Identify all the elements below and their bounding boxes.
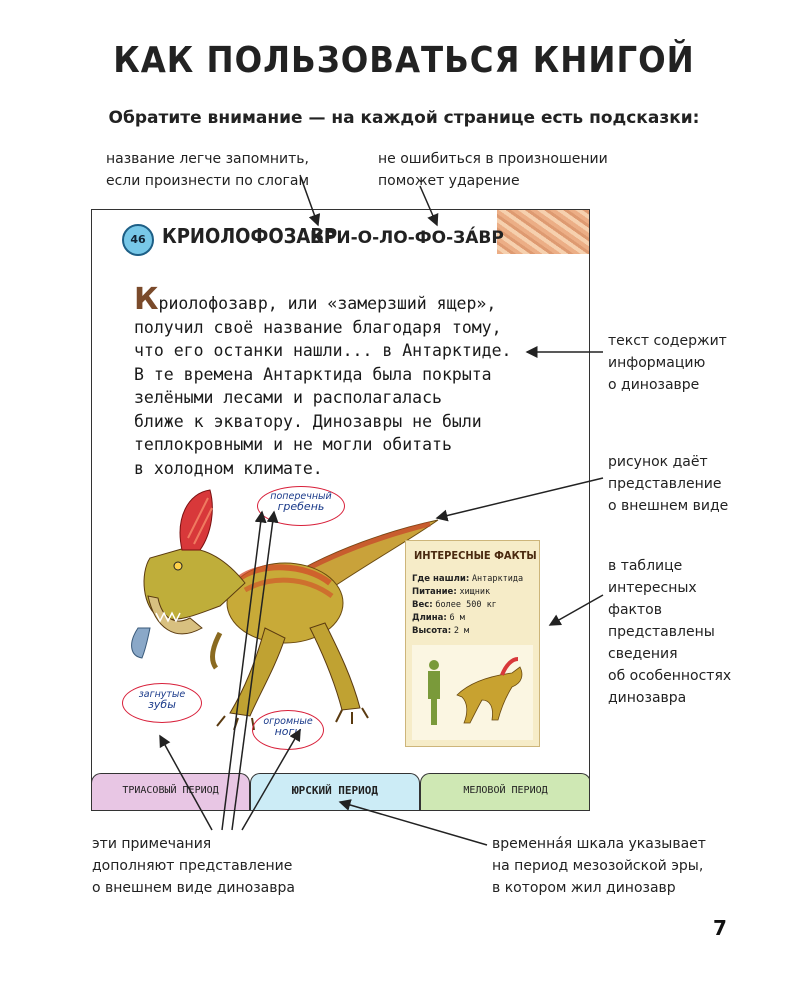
facts-key: Вес: [412, 600, 433, 610]
note-line: на период мезозойской эры, [492, 858, 704, 874]
text-line: теплокровными и не могли обитать [134, 435, 452, 454]
tab-cretaceous: МЕЛОВОЙ ПЕРИОД [420, 773, 590, 810]
label-line: загнутые [138, 689, 186, 700]
note-line: не ошибиться в произношении [378, 151, 608, 167]
label-line: поперечный [270, 491, 332, 502]
note-line: представление [608, 476, 722, 492]
text-line: что его останки нашли... в Антарктиде. [134, 341, 512, 360]
label-line: ноги [274, 725, 302, 738]
text-line: получил своё название благодаря тому, [134, 317, 502, 337]
text-line: в холодном климате. [134, 458, 323, 478]
tab-jurassic: ЮРСКИЙ ПЕРИОД [250, 773, 420, 810]
note-line: рисунок даёт [608, 454, 708, 470]
note-line: фактов [608, 602, 662, 618]
facts-value: 6 м [449, 613, 465, 623]
dinosaur-name: КРИОЛОФОЗАВР [162, 224, 338, 248]
note-line: представлены [608, 624, 715, 640]
note-line: эти примечания [92, 836, 212, 852]
note-line: если произнести по слогам [106, 173, 309, 189]
dinosaur-syllables: КРИ-О-ЛО-ФО-ЗА́ВР [310, 228, 504, 248]
note-line: текст содержит [608, 333, 727, 349]
note-line: в таблице [608, 558, 683, 574]
note-line: поможет ударение [378, 173, 520, 189]
note-line: дополняют представление [92, 858, 293, 874]
note-line: об особенностях [608, 668, 732, 684]
entry-number-badge: 46 [122, 224, 154, 256]
note-line: информацию [608, 355, 706, 371]
label-line: гребень [277, 500, 325, 513]
facts-key: Длина: [412, 613, 447, 623]
note-line: о динозавре [608, 377, 700, 393]
text-line: риолофозавр, или «замерзший ящер», [158, 294, 497, 313]
text-line: зелёными лесами и располагалась [134, 388, 442, 407]
page-title: КАК ПОЛЬЗОВАТЬСЯ КНИГОЙ [113, 40, 695, 81]
facts-key: Питание: [412, 587, 457, 597]
note-line: название легче запомнить, [106, 151, 309, 167]
tab-triassic: ТРИАСОВЫЙ ПЕРИОД [91, 773, 250, 810]
note-line: сведения [608, 646, 678, 662]
page-subtitle: Обратите внимание — на каждой странице есть подсказки: [108, 108, 700, 128]
note-line: временна́я шкала указывает [492, 836, 706, 852]
facts-value: Антарктида [471, 574, 524, 584]
facts-value: 2 м [453, 626, 470, 636]
note-line: о внешнем виде динозавра [92, 880, 295, 896]
facts-title: ИНТЕРЕСНЫЕ ФАКТЫ [414, 549, 537, 562]
facts-value: хищник [459, 587, 491, 597]
page-number: 7 [713, 916, 727, 940]
note-line: интересных [608, 580, 697, 596]
label-line: огромные [263, 716, 313, 727]
note-line: в котором жил динозавр [492, 880, 676, 896]
note-line: о внешнем виде [608, 498, 729, 514]
label-line: зубы [148, 698, 176, 711]
facts-value: более 500 кг [435, 600, 497, 610]
facts-key: Где нашли: [412, 574, 470, 584]
facts-key: Высота: [412, 626, 452, 636]
drop-cap: К [134, 282, 159, 317]
text-line: В те времена Антарктида была покрыта [134, 364, 492, 384]
text-line: ближе к экватору. Динозавры не были [134, 411, 482, 431]
note-line: динозавра [608, 690, 687, 706]
